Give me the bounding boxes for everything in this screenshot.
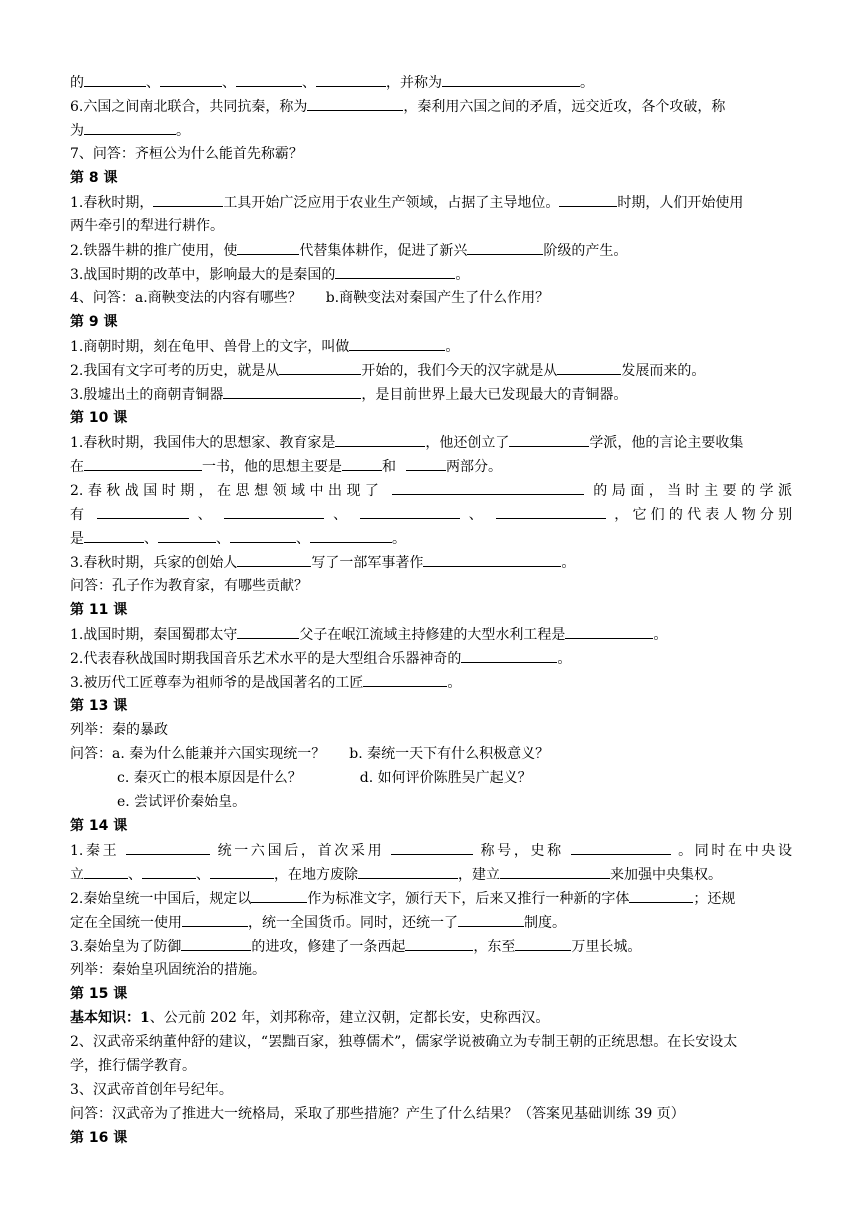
line-11: 2.我国有文字可考的历史，就是从 开始的，我们今天的汉字就是从 发展而来的。 <box>70 358 705 382</box>
question: 问答：a. 秦为什么能兼并六国实现统一？ b. 秦统一天下有什么积极意义？ <box>70 746 550 762</box>
blank[interactable] <box>405 934 473 951</box>
blank[interactable] <box>571 838 671 855</box>
lesson-heading-9: 第 9 课 <box>70 314 118 330</box>
blank[interactable] <box>349 334 445 351</box>
blank[interactable] <box>142 862 196 879</box>
blank[interactable] <box>342 454 382 471</box>
blank[interactable] <box>358 862 458 879</box>
line-28: 立 、 、 ，在地方废除 ，建立 来加强中央集权。 <box>70 862 722 886</box>
blank[interactable] <box>223 382 361 399</box>
blank[interactable] <box>360 502 460 519</box>
blank[interactable] <box>391 838 473 855</box>
blank[interactable] <box>335 262 455 279</box>
line-1: 的 、 、 、 ，并称为 。 <box>70 70 594 94</box>
blank[interactable] <box>461 646 557 663</box>
line-5: 1.春秋时期， 工具开始广泛应用于农业生产领域，占据了主导地位。 时期，人们开始使用 <box>70 190 743 214</box>
blank[interactable] <box>224 502 324 519</box>
lesson-heading-16: 第 16 课 <box>70 1130 128 1146</box>
blank[interactable] <box>84 118 176 135</box>
lesson-heading-13: 第 13 课 <box>70 698 128 714</box>
blank[interactable] <box>557 358 621 375</box>
blank[interactable] <box>237 622 299 639</box>
line-27: 1.秦王 统一六国后，首次采用 称号，史称 。同时在中央设 <box>70 838 792 862</box>
line-7: 2.铁器牛耕的推广使用，使 代替集体耕作，促进了新兴 阶级的产生。 <box>70 238 627 262</box>
lesson-heading-15: 第 15 课 <box>70 986 128 1002</box>
question: 问答：孔子作为教育家，有哪些贡献？ <box>70 578 308 594</box>
line-13: 1.春秋时期，我国伟大的思想家、教育家是 ，他还创立了 学派，他的言论主要收集 <box>70 430 743 454</box>
line-10: 1.商朝时期，刻在龟甲、兽骨上的文字，叫做 。 <box>70 334 459 358</box>
line-8: 3.战国时期的改革中，影响最大的是秦国的 。 <box>70 262 469 286</box>
line-2: 6.六国之间南北联合，共同抗秦，称为 ，秦利用六国之间的矛盾，远交近攻，各个攻破，称 <box>70 94 725 118</box>
line-12: 3.殷墟出土的商朝青铜器 ，是目前世界上最大已发现最大的青铜器。 <box>70 382 627 406</box>
blank[interactable] <box>153 190 223 207</box>
basic-knowledge-2: 2、汉武帝采纳董仲舒的建议，“罢黜百家，独尊儒术”，儒家学说被确立为专制王朝的正统思想。在长安设太 <box>70 1034 738 1050</box>
blank[interactable] <box>629 886 693 903</box>
blank[interactable] <box>496 502 606 519</box>
blank[interactable] <box>423 550 561 567</box>
blank[interactable] <box>458 910 524 927</box>
blank[interactable] <box>84 70 146 87</box>
list-prompt: 列举：秦始皇巩固统治的措施。 <box>70 962 266 978</box>
line-22: 3.被历代工匠尊奉为祖师爷的是战国著名的工匠 。 <box>70 670 461 694</box>
blank[interactable] <box>182 910 248 927</box>
question: 4、问答：a.商鞅变法的内容有哪些？ b.商鞅变法对秦国产生了什么作用？ <box>70 290 550 306</box>
blank[interactable] <box>406 454 446 471</box>
blank[interactable] <box>467 238 543 255</box>
lesson-heading-11: 第 11 课 <box>70 602 128 618</box>
line-31: 3.秦始皇为了防御 的进攻，修建了一条西起 ，东至 万里长城。 <box>70 934 641 958</box>
blank[interactable] <box>237 550 311 567</box>
question: c. 秦灭亡的根本原因是什么？ d. 如何评价陈胜吴广起义？ <box>117 770 532 786</box>
blank[interactable] <box>392 478 584 495</box>
blank[interactable] <box>335 430 425 447</box>
blank[interactable] <box>310 526 392 543</box>
line-6: 两牛牵引的犁进行耕作。 <box>70 218 224 234</box>
line-20: 1.战国时期，秦国蜀郡太守 父子在岷江流域主持修建的大型水利工程是 。 <box>70 622 667 646</box>
blank[interactable] <box>84 526 144 543</box>
blank[interactable] <box>509 430 589 447</box>
list-prompt: 列举：秦的暴政 <box>70 722 168 738</box>
blank[interactable] <box>181 934 251 951</box>
blank[interactable] <box>158 526 216 543</box>
blank[interactable] <box>210 862 274 879</box>
blank[interactable] <box>565 622 653 639</box>
blank[interactable] <box>84 862 128 879</box>
line-29: 2.秦始皇统一中国后，规定以 作为标准文字，颁行天下，后来又推行一种新的字体 ；还规 <box>70 886 735 910</box>
blank[interactable] <box>230 526 296 543</box>
blank[interactable] <box>279 358 361 375</box>
lesson-heading-10: 第 10 课 <box>70 410 128 426</box>
blank[interactable] <box>251 886 307 903</box>
line-30: 定在全国统一使用 ，统一全国货币。同时，还统一了 制度。 <box>70 910 566 934</box>
blank[interactable] <box>500 862 610 879</box>
blank[interactable] <box>160 70 222 87</box>
line-18: 3.春秋时期，兵家的创始人 写了一部军事著作 。 <box>70 550 575 574</box>
blank[interactable] <box>316 70 386 87</box>
basic-knowledge-2-cont: 学，推行儒学教育。 <box>70 1058 196 1074</box>
blank[interactable] <box>559 190 617 207</box>
blank[interactable] <box>307 94 403 111</box>
line-17: 是 、 、 、 。 <box>70 526 406 550</box>
question: e. 尝试评价秦始皇。 <box>117 794 247 810</box>
blank[interactable] <box>237 238 299 255</box>
line-15: 2.春秋战国时期，在思想领域中出现了 的局面，当时主要的学派 <box>70 478 792 502</box>
basic-knowledge-3: 3、汉武帝首创年号纪年。 <box>70 1082 233 1098</box>
question: 问答：汉武帝为了推进大一统格局，采取了那些措施？产生了什么结果？（答案见基础训练 39 页） <box>70 1106 685 1122</box>
blank[interactable] <box>442 70 580 87</box>
blank[interactable] <box>126 838 210 855</box>
line-21: 2.代表春秋战国时期我国音乐艺术水平的是大型组合乐器神奇的 。 <box>70 646 571 670</box>
basic-knowledge-1: 基本知识：1、公元前 202 年，刘邦称帝，建立汉朝，定都长安，史称西汉。 <box>70 1010 550 1026</box>
blank[interactable] <box>84 454 202 471</box>
blank[interactable] <box>515 934 571 951</box>
line-16: 有 、 、 、 ，它们的代表人物分别 <box>70 502 792 526</box>
line-3: 为 。 <box>70 118 190 142</box>
lesson-heading-8: 第 8 课 <box>70 170 118 186</box>
question: 7、问答：齐桓公为什么能首先称霸？ <box>70 146 303 162</box>
line-14: 在 一书，他的思想主要是 和 两部分。 <box>70 454 502 478</box>
blank[interactable] <box>236 70 302 87</box>
lesson-heading-14: 第 14 课 <box>70 818 128 834</box>
blank[interactable] <box>97 502 189 519</box>
blank[interactable] <box>363 670 447 687</box>
